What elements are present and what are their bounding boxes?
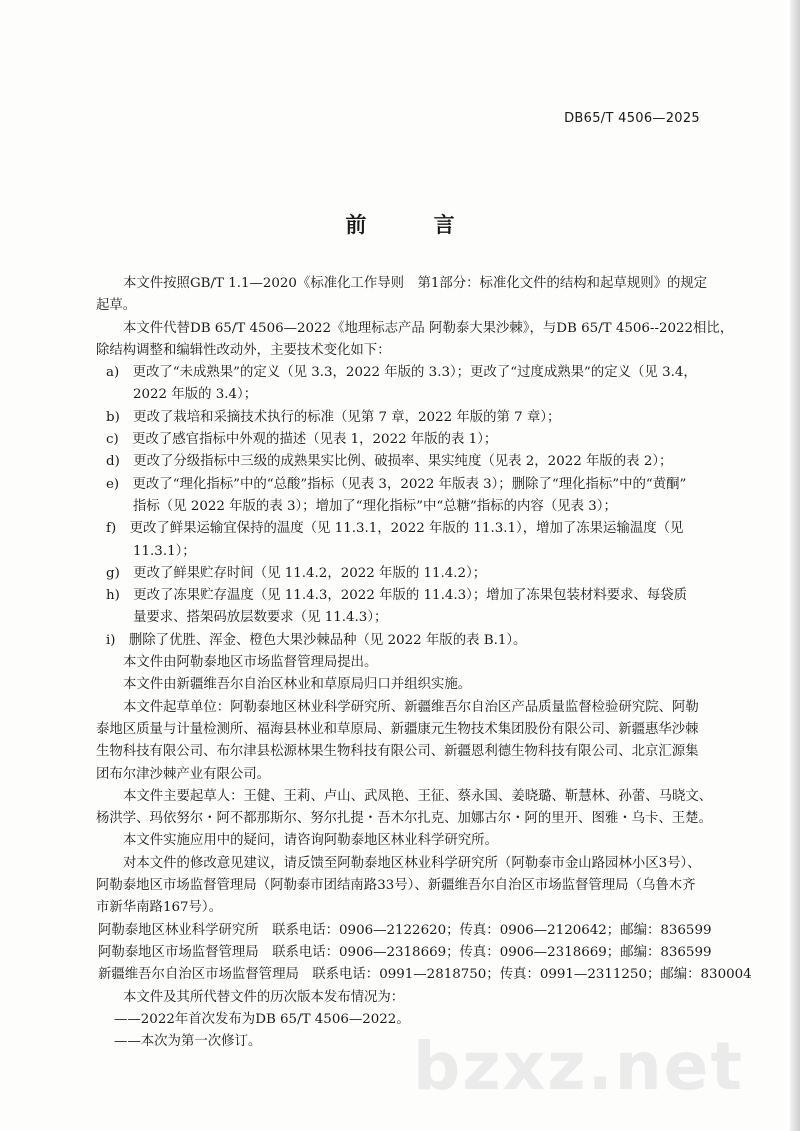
text-line: 阿勒泰地区市场监督管理局 联系电话：0906—2318669；传真：0906—2318669；邮编：836599 <box>98 944 712 960</box>
text-line: 起草。 <box>96 298 137 314</box>
text-line: 市新华南路167号）。 <box>96 900 222 916</box>
text-line: 本文件由阿勒泰地区市场监督管理局提出。 <box>123 655 378 671</box>
text-line: h) 更改了冻果贮存温度（见 11.4.3，2022 年版的 11.4.3）；增加了冻果包装材料要求、每袋质 <box>106 588 688 604</box>
text-line: i) 删除了优胜、浑金、橙色大果沙棘品种（见 2022 年版的表 B.1）。 <box>106 632 527 648</box>
text-line: 除结构调整和编辑性改动外，主要技术变化如下： <box>96 342 391 358</box>
text-line: 本文件及其所代替文件的历次版本发布情况为： <box>123 989 405 1005</box>
text-line: 团布尔津沙棘产业有限公司。 <box>96 766 271 782</box>
text-line: 量要求、搭架码放层数要求（见 11.4.3）； <box>133 610 388 626</box>
text-line: 本文件代替DB 65/T 4506—2022《地理标志产品 阿勒泰大果沙棘》，与DB 65/T 4506--2022相比， <box>123 320 734 336</box>
document-number: DB65/T 4506—2025 <box>564 111 700 126</box>
text-line: ——2022年首次发布为DB 65/T 4506—2022。 <box>114 1011 410 1027</box>
text-line: f) 更改了鲜果运输宜保持的温度（见 11.3.1，2022 年版的 11.3.1），增加了冻果运输温度（见 <box>106 521 684 537</box>
text-line: g) 更改了鲜果贮存时间（见 11.4.2，2022 年版的 11.4.2）； <box>106 565 487 581</box>
text-line: 对本文件的修改意见建议，请反馈至阿勒泰地区林业科学研究所（阿勒泰市金山路园林小区3号）、 <box>123 855 701 871</box>
text-line: ——本次为第一次修订。 <box>114 1034 262 1050</box>
text-line: 本文件由新疆维吾尔自治区林业和草原局归口并组织实施。 <box>123 677 472 693</box>
text-line: 本文件起草单位：阿勒泰地区林业科学研究所、新疆维吾尔自治区产品质量监督检验研究院、阿勒 <box>123 699 699 715</box>
foreword-body <box>96 273 752 1053</box>
scan-edge-shadow <box>790 0 800 1131</box>
text-line: 指标（见 2022 年版的表 3）；增加了“理化指标”中“总糖”指标的内容（见表 3）； <box>133 498 617 514</box>
text-line: 阿勒泰地区林业科学研究所 联系电话：0906—2122620；传真：0906—2120642；邮编：836599 <box>98 922 712 938</box>
text-line: d) 更改了分级指标中三级的成熟果实比例、破损率、果实纯度（见表 2，2022 年版的表 2）； <box>106 454 673 470</box>
text-line: 本文件主要起草人：王健、王莉、卢山、武凤艳、王征、蔡永国、姜晓璐、靳慧林、孙蕾、马晓文、 <box>123 788 713 804</box>
text-line: 生物科技有限公司、布尔津县松源林果生物科技有限公司、新疆恩利德生物科技有限公司、北京汇源集 <box>96 744 699 760</box>
text-line: 本文件实施应用中的疑问，请咨询阿勒泰地区林业科学研究所。 <box>123 833 498 849</box>
text-line: 2022 年版的 3.4）； <box>133 387 258 403</box>
text-line: a) 更改了“未成熟果”的定义（见 3.3，2022 年版的 3.3）；更改了“过度成熟果”的定义（见 3.4， <box>106 365 697 381</box>
text-line: 杨洪学、玛依努尔・阿不都那斯尔、努尔扎提・吾木尔扎克、加娜古尔・阿的里开、图雅・乌卡、王楚。 <box>96 811 712 827</box>
text-line: 阿勒泰地区市场监督管理局（阿勒泰市团结南路33号）、新疆维吾尔自治区市场监督管理局（乌鲁木齐 <box>96 878 696 894</box>
text-line: 泰地区质量与计量检测所、福海县林业和草原局、新疆康元生物技术集团股份有限公司、新疆惠华沙棘 <box>96 721 699 737</box>
page-title: 前 言 <box>345 213 485 237</box>
text-line: e) 更改了“理化指标”中的“总酸”指标（见表 3，2022 年版表 3）；删除了“理化指标”中的“黄酮” <box>106 476 687 492</box>
text-line: 11.3.1）； <box>133 543 196 559</box>
text-line: 新疆维吾尔自治区市场监督管理局 联系电话：0991—2818750；传真：0991—2311250；邮编：830004 <box>98 967 752 983</box>
text-line: c) 更改了感官指标中外观的描述（见表 1，2022 年版的表 1）； <box>106 432 498 448</box>
text-line: 本文件按照GB/T 1.1—2020《标准化工作导则 第1部分：标准化文件的结构和起草规则》的规定 <box>123 276 708 291</box>
watermark-text: bzxz.net <box>412 1028 744 1105</box>
text-line: b) 更改了栽培和采摘技术执行的标准（见第 7 章，2022 年版的第 7 章）； <box>106 409 561 425</box>
